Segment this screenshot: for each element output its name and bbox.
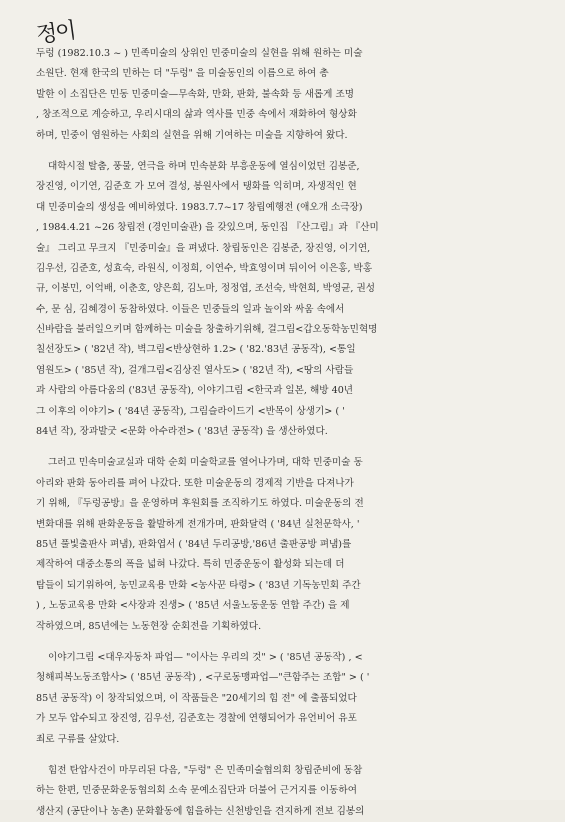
text-line: 대 민중미술의 생성을 예비하였다. 1983.7.7~17 창립예행전 (애오개 소극장) bbox=[36, 201, 363, 213]
text-line: 아리와 판화 동아리를 펴어 나갔다. 또한 미술운동의 경제적 기반을 다져나가 bbox=[36, 477, 354, 489]
paragraph bbox=[36, 453, 536, 637]
text-line: 힘전 탄압사건이 마무리된 다음, "두렁" 은 민족미술협의회 창립준비에 동참 bbox=[48, 764, 363, 776]
text-line: 탐들이 되기위하여, 농민교육용 만화 <농사꾼 타령> ( '83년 기독농민회 주간 bbox=[36, 579, 361, 591]
text-line: 그 이후의 이야기> ( '84년 공동작), 그림슬라이드기 <반목이 상생기> ( ' bbox=[36, 405, 345, 417]
paragraph bbox=[36, 761, 536, 822]
text-line: 과 사람의 아름다움의 ('83년 공동작), 이야기그림 <한국과 일본, 해방 40년 bbox=[36, 385, 354, 397]
text-line: 84년 작), 장과발굿 <문화 아수라전> ( '83년 공동작) 을 생산하였다. bbox=[36, 426, 328, 438]
text-line: 신바람을 불러일으키며 함께하는 미술을 창출하기위해, 걸그림<갑오동학농민혁명 bbox=[36, 324, 378, 336]
text-line: 하며, 민중이 염원하는 사회의 실현을 위해 기여하는 미술을 지향하여 왔다. bbox=[36, 129, 348, 141]
text-line: 규, 이봉민, 이억배, 이춘호, 양은희, 김노마, 정정엽, 조선숙, 박현희, 박영균, 권성 bbox=[36, 283, 376, 295]
text-line: 염원도> ( '85년 작), 걸개그림<김상진 열사도> ( '82년 작), <땅의 사람들 bbox=[36, 364, 354, 376]
text-line: ) , 노동교육용 만화 <사장과 진생> ( '85년 서울노동운동 연합 주간) 을 제 bbox=[36, 600, 350, 612]
document-body bbox=[36, 44, 536, 822]
text-line: 소원단. 현재 한국의 민하는 더 "두렁" 을 미술동인의 이름으로 하여 총 bbox=[36, 68, 329, 80]
paragraph bbox=[36, 44, 536, 146]
paragraph bbox=[36, 157, 536, 442]
text-line: 변화대를 위해 판화운동을 활발하게 전개가며, 판화달력 ( '84년 실천문학사, ' bbox=[36, 518, 360, 530]
handwritten-note: 정이 bbox=[34, 18, 77, 49]
text-line: 하는 한편, 민중문화운동협의회 소속 문예소집단과 더불어 근거지를 이동하여 bbox=[36, 785, 357, 797]
text-line: 술』 그리고 무크지 『민중미술』을 펴냈다. 창립동인은 김봉준, 장진영, 이기연, bbox=[36, 242, 371, 254]
text-line: 발한 이 소집단은 민동 민중미술—무속화, 만화, 판화, 불속화 등 새롭게 조명 bbox=[36, 88, 354, 100]
text-line: 수, 문 심, 김혜경이 동참하였다. 이들은 민중들의 일과 놀이와 싸움 속에서 bbox=[36, 303, 345, 315]
text-line: , 창조적으로 계승하고, 우리시대의 삶과 역사를 민중 속에서 재화하여 형상화 bbox=[36, 109, 357, 121]
text-line: , 1984.4.21 ~26 창립전 (경인미술관) 을 갖있으며, 동인집 『산그림』과 『산미 bbox=[36, 222, 379, 234]
text-line: 가 모두 압수되고 장진영, 김우선, 김준호는 경찰에 연행되어가 유언비어 유포 bbox=[36, 713, 357, 725]
text-line: 김우선, 김준호, 성효숙, 라원식, 이정희, 이연수, 박효영이며 뒤이어 이은홍, 박홍 bbox=[36, 262, 373, 274]
text-line: 죄로 구류를 살았다. bbox=[36, 733, 120, 745]
text-line: 생산지 (공단이나 농촌) 문화활동에 힘을하는 신천방인을 견지하게 전보 김봉의 bbox=[36, 805, 365, 817]
paragraph-gap bbox=[36, 750, 536, 761]
paragraph-gap bbox=[36, 146, 536, 157]
text-line: 그러고 민속미술교실과 대학 순회 미술학교를 열어나가며, 대학 민중미술 동 bbox=[48, 457, 363, 469]
text-line: 청해피복노동조합사> ( '85년 공동작) , <구로동맹파업—"큰함주는 조합" > ( ' bbox=[36, 672, 370, 684]
text-line: 85년 공동작) 이 창작되었으며, 이 작품들은 "20세기의 힘 전" 에 출품되었다 bbox=[36, 692, 357, 704]
text-line: 85년 풀빛출판사 펴냄), 판화엽서 ( '84년 두리공방,'86년 출판공방 펴냄)를 bbox=[36, 538, 352, 550]
paragraph bbox=[36, 648, 536, 750]
text-line: 장진영, 이기연, 김준호 가 모여 결성, 봉원사에서 탱화를 익히며, 자생적인 현 bbox=[36, 181, 357, 193]
text-line: 두렁 (1982.10.3 ~ ) 민족미술의 상위인 민중미술의 실현을 위해 원하는 미술 bbox=[36, 48, 363, 59]
text-line: 칠선장도> ( '82년 작), 벽그림<반상현하 1.2> ( '82.'83년 공동작), <통일 bbox=[36, 344, 356, 356]
paragraph-gap bbox=[36, 442, 536, 453]
text-line: 대학시절 탈춤, 풍물, 연극을 하며 민속분화 부흥운동에 열심이었던 김봉준, bbox=[48, 160, 360, 172]
text-line: 이야기그림 <대우자동차 파업— "이사는 우리의 것" > ( '85년 공동작) , < bbox=[48, 651, 363, 663]
text-line: 제작하여 대중소통의 폭을 넓혀 나갔다. 특히 민중운동이 활성화 되는데 더 bbox=[36, 559, 345, 571]
text-line: 작하였으며, 85년에는 노동현장 순회전을 기획하였다. bbox=[36, 620, 262, 632]
paragraph-gap bbox=[36, 637, 536, 648]
text-line: 기 위해, 『두렁공방』을 운영하며 후원회를 조직하기도 하였다. 미술운동의 전 bbox=[36, 498, 364, 510]
